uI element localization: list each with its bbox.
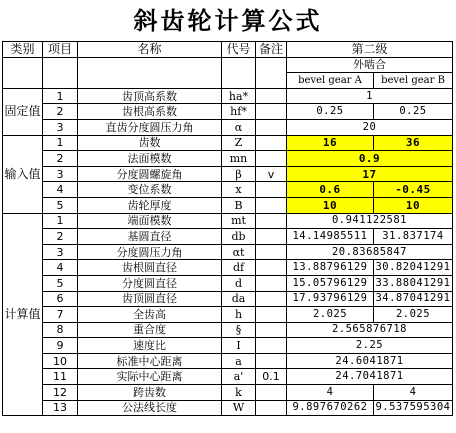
- param-code: d: [222, 275, 256, 291]
- param-value-b: 34.87041291: [374, 291, 453, 307]
- table-row: [3, 119, 453, 135]
- param-remark: v: [256, 166, 287, 182]
- param-name: 跨齿数: [78, 385, 222, 401]
- header-category: 类别: [3, 42, 43, 58]
- table-row: [3, 182, 453, 198]
- param-code: B: [222, 197, 256, 213]
- category-cell: 计算值: [3, 213, 43, 416]
- item-number: 2: [43, 229, 78, 245]
- item-number: 7: [43, 307, 78, 323]
- param-name: 公法线长度: [78, 400, 222, 416]
- param-value-a: 17.93796129: [287, 291, 374, 307]
- param-remark: [256, 275, 287, 291]
- param-remark: [256, 135, 287, 151]
- param-code: §: [222, 322, 256, 338]
- param-name: 齿根圆直径: [78, 260, 222, 276]
- table-row: [3, 338, 453, 354]
- param-value: 1: [287, 88, 453, 104]
- param-code: αt: [222, 244, 256, 260]
- param-value: 24.7041871: [287, 369, 453, 385]
- formula-table: [2, 41, 453, 416]
- param-value-a: 0.6: [287, 182, 374, 198]
- param-value: 24.6041871: [287, 353, 453, 369]
- header-blank: [78, 57, 222, 88]
- param-value-b: 30.82041291: [374, 260, 453, 276]
- param-name: 分度圆直径: [78, 275, 222, 291]
- item-number: 8: [43, 322, 78, 338]
- param-code: mt: [222, 213, 256, 229]
- param-remark: [256, 400, 287, 416]
- category-cell: 固定值: [3, 88, 43, 135]
- param-value-b: 4: [374, 385, 453, 401]
- item-number: 5: [43, 197, 78, 213]
- table-row: [3, 166, 453, 182]
- param-value-b: 31.837174: [374, 229, 453, 245]
- param-remark: [256, 338, 287, 354]
- param-value-a: 0.25: [287, 104, 374, 120]
- header-blank: [43, 57, 78, 88]
- param-remark: [256, 291, 287, 307]
- header-blank: [3, 57, 43, 88]
- table-row: [3, 369, 453, 385]
- param-remark: 0.1: [256, 369, 287, 385]
- table-row: [3, 229, 453, 245]
- param-code: mn: [222, 151, 256, 167]
- param-value-a: 10: [287, 197, 374, 213]
- table-row: [3, 104, 453, 120]
- item-number: 10: [43, 353, 78, 369]
- param-name: 重合度: [78, 322, 222, 338]
- table-row: [3, 353, 453, 369]
- param-code: da: [222, 291, 256, 307]
- param-remark: [256, 244, 287, 260]
- param-name: 分度圆螺旋角: [78, 166, 222, 182]
- sheet-title: 斜齿轮计算公式: [133, 7, 323, 35]
- param-remark: [256, 104, 287, 120]
- table-row: [3, 260, 453, 276]
- param-remark: [256, 307, 287, 323]
- table-row: [3, 275, 453, 291]
- header-blank: [256, 57, 287, 88]
- param-value-a: 15.05796129: [287, 275, 374, 291]
- param-code: h: [222, 307, 256, 323]
- param-value-b: 36: [374, 135, 453, 151]
- table-row: [3, 291, 453, 307]
- param-value-a: 9.897670262: [287, 400, 374, 416]
- param-remark: [256, 260, 287, 276]
- param-remark: [256, 119, 287, 135]
- item-number: 1: [43, 88, 78, 104]
- item-number: 3: [43, 119, 78, 135]
- table-row: [3, 400, 453, 416]
- item-number: 1: [43, 213, 78, 229]
- item-number: 2: [43, 104, 78, 120]
- param-code: a': [222, 369, 256, 385]
- param-name: 齿顶高系数: [78, 88, 222, 104]
- param-remark: [256, 353, 287, 369]
- param-name: 变位系数: [78, 182, 222, 198]
- param-value: 20.83685847: [287, 244, 453, 260]
- header-mesh: 外啮合: [287, 57, 453, 73]
- param-value-a: 4: [287, 385, 374, 401]
- param-code: a: [222, 353, 256, 369]
- header-row-mesh: [3, 57, 453, 73]
- param-code: db: [222, 229, 256, 245]
- item-number: 1: [43, 135, 78, 151]
- param-value-b: 33.88041291: [374, 275, 453, 291]
- param-code: W: [222, 400, 256, 416]
- header-blank: [222, 57, 256, 88]
- param-value: 0.941122581: [287, 213, 453, 229]
- param-value-a: 13.88796129: [287, 260, 374, 276]
- header-gear-a: bevel gear A: [287, 73, 374, 89]
- table-row: [3, 151, 453, 167]
- header-code: 代号: [222, 42, 256, 58]
- param-value: 20: [287, 119, 453, 135]
- item-number: 3: [43, 244, 78, 260]
- item-number: 4: [43, 182, 78, 198]
- param-remark: [256, 322, 287, 338]
- param-name: 全齿高: [78, 307, 222, 323]
- param-remark: [256, 385, 287, 401]
- header-item: 项目: [43, 42, 78, 58]
- param-value: 2.25: [287, 338, 453, 354]
- param-name: 分度圆压力角: [78, 244, 222, 260]
- param-code: β: [222, 166, 256, 182]
- header-level: 第二级: [287, 42, 453, 58]
- table-row: [3, 385, 453, 401]
- param-value: 0.9: [287, 151, 453, 167]
- table-row: [3, 244, 453, 260]
- param-remark: [256, 88, 287, 104]
- param-value-b: 9.537595304: [374, 400, 453, 416]
- param-value-b: 2.025: [374, 307, 453, 323]
- param-name: 速度比: [78, 338, 222, 354]
- param-value: 2.565876718: [287, 322, 453, 338]
- param-code: I: [222, 338, 256, 354]
- param-value-a: 2.025: [287, 307, 374, 323]
- param-name: 直齿分度圆压力角: [78, 119, 222, 135]
- category-cell: 输入值: [3, 135, 43, 213]
- param-code: df: [222, 260, 256, 276]
- item-number: 5: [43, 275, 78, 291]
- param-remark: [256, 229, 287, 245]
- param-name: 实际中心距离: [78, 369, 222, 385]
- header-row: [3, 42, 453, 58]
- item-number: 2: [43, 151, 78, 167]
- item-number: 6: [43, 291, 78, 307]
- item-number: 3: [43, 166, 78, 182]
- header-name: 名称: [78, 42, 222, 58]
- table-row: [3, 322, 453, 338]
- param-value-a: 16: [287, 135, 374, 151]
- param-remark: [256, 197, 287, 213]
- param-value: 17: [287, 166, 453, 182]
- param-name: 端面模数: [78, 213, 222, 229]
- param-value-b: -0.45: [374, 182, 453, 198]
- param-name: 齿根高系数: [78, 104, 222, 120]
- param-name: 法面模数: [78, 151, 222, 167]
- param-remark: [256, 213, 287, 229]
- param-name: 齿顶圆直径: [78, 291, 222, 307]
- param-code: α: [222, 119, 256, 135]
- param-name: 齿数: [78, 135, 222, 151]
- param-code: hf*: [222, 104, 256, 120]
- param-value-b: 0.25: [374, 104, 453, 120]
- item-number: 12: [43, 385, 78, 401]
- item-number: 13: [43, 400, 78, 416]
- param-name: 齿轮厚度: [78, 197, 222, 213]
- param-code: Z: [222, 135, 256, 151]
- table-row: [3, 307, 453, 323]
- param-remark: [256, 151, 287, 167]
- param-remark: [256, 182, 287, 198]
- param-name: 标准中心距离: [78, 353, 222, 369]
- param-value-a: 14.14985511: [287, 229, 374, 245]
- param-code: x: [222, 182, 256, 198]
- param-value-b: 10: [374, 197, 453, 213]
- param-code: ha*: [222, 88, 256, 104]
- param-code: k: [222, 385, 256, 401]
- header-gear-b: bevel gear B: [374, 73, 453, 89]
- table-row: [3, 197, 453, 213]
- table-row: [3, 213, 453, 229]
- param-name: 基圆直径: [78, 229, 222, 245]
- table-row: [3, 88, 453, 104]
- item-number: 9: [43, 338, 78, 354]
- table-row: [3, 135, 453, 151]
- header-remark: 备注: [256, 42, 287, 58]
- item-number: 4: [43, 260, 78, 276]
- item-number: 11: [43, 369, 78, 385]
